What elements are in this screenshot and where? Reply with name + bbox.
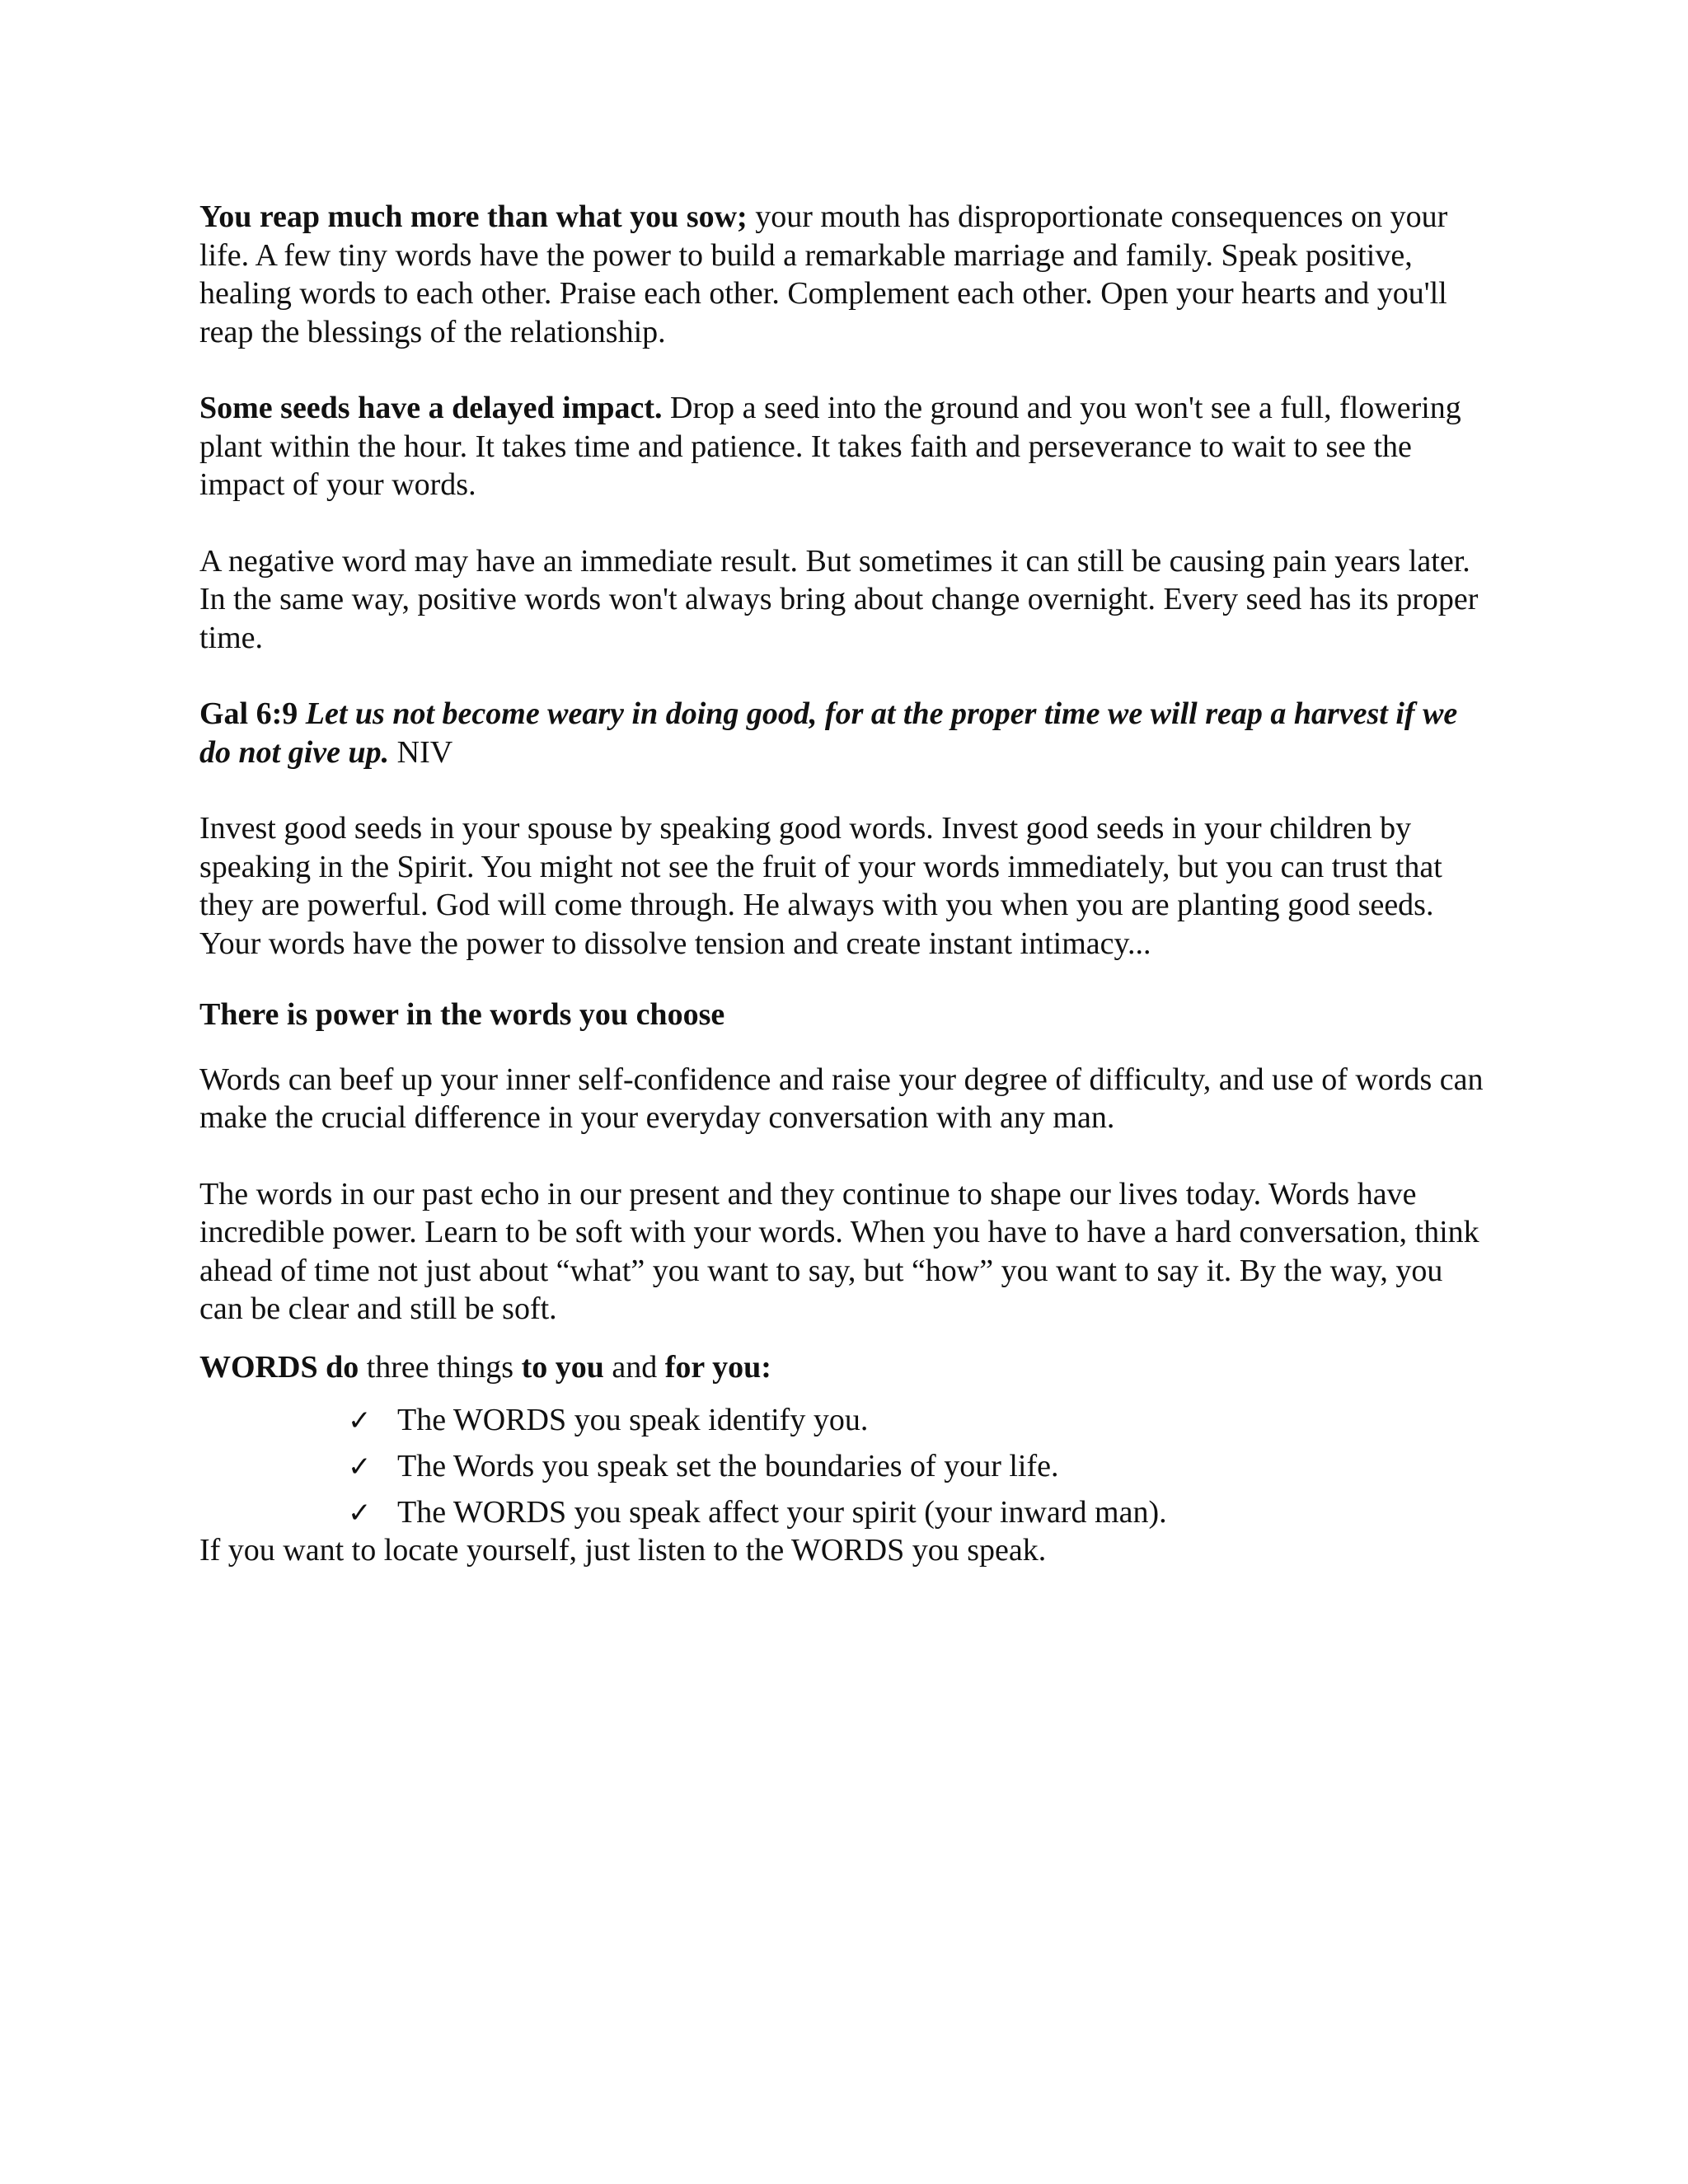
checkmark-icon: ✓ — [348, 1404, 372, 1437]
words-do-text: three things — [359, 1349, 522, 1385]
paragraph-delayed-impact — [199, 389, 1493, 504]
verse-version: NIV — [389, 734, 453, 770]
paragraph-words-do — [199, 1348, 1493, 1387]
paragraph-reap-sow — [199, 198, 1493, 351]
document-body — [199, 198, 1493, 1570]
paragraph-lead: Some seeds have a delayed impact. — [199, 391, 663, 425]
verse-reference: Gal 6:9 — [199, 696, 306, 731]
verse-text: Let us not become weary in doing good, for at the proper time we will reap a harvest if we do not give up. — [199, 696, 1458, 770]
checklist-item-text: The Words you speak set the boundaries of your life. — [397, 1449, 1059, 1483]
words-do-to-you: to you — [521, 1349, 604, 1385]
checklist-item-text: The WORDS you speak affect your spirit (your inward man). — [397, 1495, 1167, 1530]
paragraph-text: your mouth has disproportionate consequences on your life. A few tiny words have the power to build a remarkable marriage and family. Speak positive, healing words to each other. Praise each other. Complement each other. Open your hearts and you'll reap the blessings of the relationship. — [199, 199, 1448, 349]
checklist — [199, 1401, 1493, 1531]
bible-verse — [199, 695, 1493, 771]
checklist-item — [348, 1493, 1493, 1531]
paragraph-lead: You reap much more than what you sow; — [199, 199, 748, 234]
checklist-item — [348, 1401, 1493, 1447]
words-do-and: and — [603, 1349, 665, 1385]
checkmark-icon: ✓ — [348, 1497, 372, 1530]
checkmark-icon: ✓ — [348, 1451, 372, 1483]
closing-line: If you want to locate yourself, just listen to the WORDS you speak. — [199, 1533, 1047, 1568]
words-do-for-you: for you: — [664, 1349, 771, 1385]
section-heading — [199, 996, 1493, 1034]
paragraph-self-confidence: Words can beef up your inner self-confidence and raise your degree of difficulty, and use of words can make the crucial difference in your everyday conversation with any man. — [199, 1062, 1484, 1135]
words-do-lead: WORDS do — [199, 1349, 359, 1385]
heading-text: There is power in the words you choose — [199, 997, 725, 1032]
checklist-item — [348, 1447, 1493, 1493]
paragraph-negative-word: A negative word may have an immediate result. But sometimes it can still be causing pain years later. In the same way, positive words won't always bring about change overnight. Every seed has its proper time. — [199, 543, 1479, 655]
checklist-item-text: The WORDS you speak identify you. — [397, 1403, 869, 1437]
paragraph-text: Drop a seed into the ground and you won't see a full, flowering plant within the hour. It takes time and patience. It takes faith and perseverance to wait to see the impact of your words. — [199, 391, 1461, 502]
paragraph-words-past: The words in our past echo in our present and they continue to shape our lives today. Words have incredible power. Learn to be soft with your words. When you have to have a hard conversation, think ahead of time not just about “what” you want to say, but “how” you want to say it. By the way, you can be clear and still be soft. — [199, 1176, 1479, 1326]
paragraph-invest-seeds: Invest good seeds in your spouse by speaking good words. Invest good seeds in your children by speaking in the Spirit. You might not see the fruit of your words immediately, but you can trust that they are powerful. God will come through. He always with you when you are planting good seeds. Your words have the power to dissolve tension and create instant intimacy... — [199, 811, 1442, 961]
